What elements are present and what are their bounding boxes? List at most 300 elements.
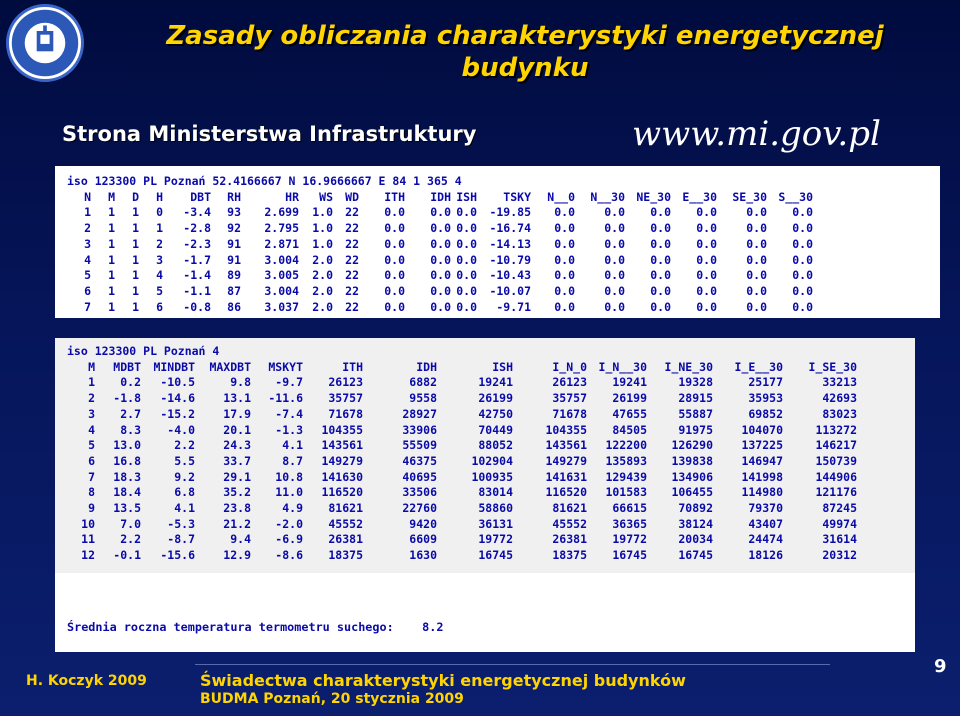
table-cell: 88052 bbox=[478, 438, 513, 453]
table-cell: 144906 bbox=[815, 469, 857, 484]
university-logo bbox=[6, 4, 84, 82]
table-cell: 89 bbox=[227, 268, 241, 283]
table-cell: 1 bbox=[108, 268, 115, 283]
table-cell: 0.0 bbox=[430, 236, 451, 251]
table-cell: 70449 bbox=[478, 422, 513, 437]
table-cell: 113272 bbox=[815, 422, 857, 437]
table-cell: 0.0 bbox=[604, 205, 625, 220]
table-cell: 2 bbox=[88, 391, 95, 406]
table-cell: -8.6 bbox=[275, 548, 303, 563]
table-cell: -15.6 bbox=[160, 548, 195, 563]
table-cell: 35.2 bbox=[223, 485, 251, 500]
table-cell: 0.0 bbox=[604, 221, 625, 236]
table-cell: 0.0 bbox=[650, 205, 671, 220]
table-cell: 42693 bbox=[822, 391, 857, 406]
table-cell: 35757 bbox=[552, 391, 587, 406]
table-cell: 3 bbox=[84, 236, 91, 251]
table-cell: 19772 bbox=[612, 532, 647, 547]
table-row bbox=[67, 470, 857, 486]
column-header: MSKYT bbox=[268, 359, 303, 374]
column-header: I_SE_30 bbox=[808, 359, 857, 374]
table-cell: 1.0 bbox=[312, 221, 333, 236]
table-cell: -11.6 bbox=[268, 391, 303, 406]
table-cell: 1 bbox=[108, 299, 115, 314]
column-header: D bbox=[132, 189, 139, 204]
table-cell: 2.0 bbox=[312, 299, 333, 314]
table-cell: 42750 bbox=[478, 406, 513, 421]
table-cell: 0.0 bbox=[554, 236, 575, 251]
ministry-url[interactable]: www.mi.gov.pl bbox=[632, 114, 881, 154]
table-cell: 22 bbox=[345, 236, 359, 251]
table-cell: 91975 bbox=[678, 422, 713, 437]
table-cell: 0.0 bbox=[430, 252, 451, 267]
table-cell: 36365 bbox=[612, 516, 647, 531]
table-cell: 0.0 bbox=[384, 236, 405, 251]
column-header: I_NE_30 bbox=[664, 359, 713, 374]
table-cell: -6.9 bbox=[275, 532, 303, 547]
table-cell: 0.0 bbox=[746, 236, 767, 251]
table-cell: 26199 bbox=[478, 391, 513, 406]
table-cell: 12.9 bbox=[223, 548, 251, 563]
table-cell: 116520 bbox=[545, 485, 587, 500]
column-header: N__0 bbox=[547, 189, 575, 204]
table-cell: 0.0 bbox=[792, 205, 813, 220]
table-row bbox=[67, 375, 857, 391]
table-cell: 0.0 bbox=[696, 252, 717, 267]
column-header: IDH bbox=[430, 189, 451, 204]
table-cell: -10.43 bbox=[489, 268, 531, 283]
table-cell: 0.0 bbox=[746, 268, 767, 283]
table-cell: 141630 bbox=[321, 469, 363, 484]
table-cell: 3.004 bbox=[264, 283, 299, 298]
table-cell: -10.5 bbox=[160, 375, 195, 390]
table-cell: 10.8 bbox=[275, 469, 303, 484]
table-cell: 0.0 bbox=[746, 252, 767, 267]
logo-seal-icon bbox=[9, 7, 81, 79]
table-cell: 0.0 bbox=[554, 221, 575, 236]
table-cell: 0.0 bbox=[746, 205, 767, 220]
table-cell: 91 bbox=[227, 252, 241, 267]
table-row bbox=[67, 517, 857, 533]
table-cell: 0.0 bbox=[384, 252, 405, 267]
table-cell: 1 bbox=[108, 283, 115, 298]
table-cell: 16745 bbox=[612, 548, 647, 563]
table-cell: -4.0 bbox=[167, 422, 195, 437]
table-cell: 2.7 bbox=[120, 406, 141, 421]
table-cell: 1 bbox=[132, 283, 139, 298]
table-cell: 143561 bbox=[321, 438, 363, 453]
table-cell: 149279 bbox=[545, 453, 587, 468]
table-cell: 149279 bbox=[321, 453, 363, 468]
table-cell: 2 bbox=[84, 221, 91, 236]
table-cell: 26381 bbox=[328, 532, 363, 547]
table-cell: 0.0 bbox=[604, 252, 625, 267]
table-cell: 146217 bbox=[815, 438, 857, 453]
column-header: N__30 bbox=[590, 189, 625, 204]
table-cell: 0.0 bbox=[384, 268, 405, 283]
table-cell: 3.037 bbox=[264, 299, 299, 314]
monthly-data-panel bbox=[55, 338, 915, 652]
table-cell: 18375 bbox=[552, 548, 587, 563]
table-cell: -7.4 bbox=[275, 406, 303, 421]
table-cell: 26123 bbox=[328, 375, 363, 390]
footer-author: H. Koczyk 2009 bbox=[26, 673, 147, 689]
column-header: I_N_0 bbox=[552, 359, 587, 374]
table-cell: 1 bbox=[156, 221, 163, 236]
table-cell: 18375 bbox=[328, 548, 363, 563]
column-header: MDBT bbox=[113, 359, 141, 374]
monthly-table-header: iso 123300 PL Poznań 4 bbox=[67, 344, 220, 358]
table-cell: 49974 bbox=[822, 516, 857, 531]
table-cell: 66615 bbox=[612, 501, 647, 516]
table-cell: 121176 bbox=[815, 485, 857, 500]
table-cell: 17.9 bbox=[223, 406, 251, 421]
table-cell: 1 bbox=[132, 236, 139, 251]
table-cell: 81621 bbox=[552, 501, 587, 516]
table-cell: 92 bbox=[227, 221, 241, 236]
table-cell: 19772 bbox=[478, 532, 513, 547]
table-cell: 2.699 bbox=[264, 205, 299, 220]
page-number: 9 bbox=[934, 656, 947, 677]
table-cell: 143561 bbox=[545, 438, 587, 453]
table-cell: 0.0 bbox=[604, 236, 625, 251]
table-cell: 71678 bbox=[328, 406, 363, 421]
slide-title: Zasady obliczania charakterystyki energetycznej budynku bbox=[166, 21, 884, 83]
column-header: ITH bbox=[342, 359, 363, 374]
table-cell: 0.0 bbox=[554, 205, 575, 220]
table-cell: 0.0 bbox=[696, 236, 717, 251]
table-cell: 0.0 bbox=[696, 221, 717, 236]
table-cell: 2.0 bbox=[312, 252, 333, 267]
table-cell: 0.0 bbox=[650, 252, 671, 267]
table-cell: 0.0 bbox=[792, 236, 813, 251]
table-cell: 28915 bbox=[678, 391, 713, 406]
table-cell: 0.0 bbox=[384, 221, 405, 236]
table-cell: 18.3 bbox=[113, 469, 141, 484]
table-cell: 0.0 bbox=[792, 299, 813, 314]
table-cell: 0.0 bbox=[604, 268, 625, 283]
table-cell: 22 bbox=[345, 299, 359, 314]
table-cell: 0.0 bbox=[696, 205, 717, 220]
summary-block bbox=[67, 587, 614, 652]
table-cell: 104070 bbox=[741, 422, 783, 437]
column-header: HR bbox=[285, 189, 299, 204]
table-cell: 0.0 bbox=[696, 283, 717, 298]
table-cell: 146947 bbox=[741, 453, 783, 468]
table-cell: 81621 bbox=[328, 501, 363, 516]
column-header: SE_30 bbox=[732, 189, 767, 204]
table-row bbox=[67, 548, 857, 564]
table-cell: 46375 bbox=[402, 453, 437, 468]
table-cell: 116520 bbox=[321, 485, 363, 500]
table-cell: 0.0 bbox=[384, 283, 405, 298]
table-cell: 7 bbox=[84, 299, 91, 314]
table-cell: 4 bbox=[156, 268, 163, 283]
table-cell: 1.0 bbox=[312, 236, 333, 251]
table-cell: 79370 bbox=[748, 501, 783, 516]
table-cell: 83023 bbox=[822, 406, 857, 421]
table-row bbox=[67, 221, 813, 237]
table-cell: 0.0 bbox=[456, 221, 477, 236]
table-cell: 21.2 bbox=[223, 516, 251, 531]
table-row bbox=[67, 532, 857, 548]
table-cell: 11.0 bbox=[275, 485, 303, 500]
table-cell: 55887 bbox=[678, 406, 713, 421]
column-header-row bbox=[67, 190, 813, 206]
table-cell: 38124 bbox=[678, 516, 713, 531]
column-header: I_E__30 bbox=[734, 359, 783, 374]
table-cell: 106455 bbox=[671, 485, 713, 500]
table-cell: 91 bbox=[227, 236, 241, 251]
column-header: NE_30 bbox=[636, 189, 671, 204]
table-cell: 40695 bbox=[402, 469, 437, 484]
table-cell: 2 bbox=[156, 236, 163, 251]
table-row bbox=[67, 237, 813, 253]
column-header: MINDBT bbox=[153, 359, 195, 374]
table-cell: 1 bbox=[108, 252, 115, 267]
table-cell: 2.0 bbox=[312, 283, 333, 298]
table-cell: 1 bbox=[108, 236, 115, 251]
table-cell: 0.0 bbox=[456, 299, 477, 314]
table-cell: 0.0 bbox=[792, 252, 813, 267]
table-cell: 58860 bbox=[478, 501, 513, 516]
table-cell: 19241 bbox=[478, 375, 513, 390]
column-header: E__30 bbox=[682, 189, 717, 204]
table-cell: 0.0 bbox=[430, 205, 451, 220]
table-cell: 26199 bbox=[612, 391, 647, 406]
table-cell: 3.004 bbox=[264, 252, 299, 267]
table-cell: 20034 bbox=[678, 532, 713, 547]
table-cell: 31614 bbox=[822, 532, 857, 547]
table-cell: 11 bbox=[81, 532, 95, 547]
table-cell: 16745 bbox=[678, 548, 713, 563]
table-row bbox=[67, 454, 857, 470]
table-row bbox=[67, 284, 813, 300]
table-cell: 35953 bbox=[748, 391, 783, 406]
table-cell: 18126 bbox=[748, 548, 783, 563]
table-cell: 18.4 bbox=[113, 485, 141, 500]
column-header: WD bbox=[345, 189, 359, 204]
table-cell: 101583 bbox=[605, 485, 647, 500]
table-cell: 1630 bbox=[409, 548, 437, 563]
table-cell: -19.85 bbox=[489, 205, 531, 220]
table-cell: 122200 bbox=[605, 438, 647, 453]
table-cell: 33.7 bbox=[223, 453, 251, 468]
table-cell: 70892 bbox=[678, 501, 713, 516]
table-cell: 0.0 bbox=[430, 268, 451, 283]
table-cell: 86 bbox=[227, 299, 241, 314]
column-header: M bbox=[88, 359, 95, 374]
table-cell: 45552 bbox=[552, 516, 587, 531]
table-cell: -16.74 bbox=[489, 221, 531, 236]
table-cell: 134906 bbox=[671, 469, 713, 484]
table-cell: 33213 bbox=[822, 375, 857, 390]
table-cell: 36131 bbox=[478, 516, 513, 531]
table-cell: 104355 bbox=[321, 422, 363, 437]
table-cell: 1 bbox=[132, 252, 139, 267]
table-cell: 0.0 bbox=[650, 236, 671, 251]
table-cell: 1 bbox=[132, 221, 139, 236]
table-cell: 102904 bbox=[471, 453, 513, 468]
column-header: WS bbox=[319, 189, 333, 204]
table-cell: 4.1 bbox=[282, 438, 303, 453]
table-cell: 0.0 bbox=[746, 221, 767, 236]
table-cell: 0.0 bbox=[554, 252, 575, 267]
table-cell: 104355 bbox=[545, 422, 587, 437]
table-cell: 9.4 bbox=[230, 532, 251, 547]
table-cell: 1.0 bbox=[312, 205, 333, 220]
table-cell: 141631 bbox=[545, 469, 587, 484]
table-cell: 4.9 bbox=[282, 501, 303, 516]
table-row bbox=[67, 205, 813, 221]
table-cell: 0.0 bbox=[456, 252, 477, 267]
column-header: IDH bbox=[416, 359, 437, 374]
table-row bbox=[67, 485, 857, 501]
table-cell: -1.7 bbox=[183, 252, 211, 267]
table-row bbox=[67, 268, 813, 284]
table-cell: 0.0 bbox=[696, 299, 717, 314]
table-cell: 87245 bbox=[822, 501, 857, 516]
table-cell: 7 bbox=[88, 469, 95, 484]
table-cell: 22 bbox=[345, 268, 359, 283]
table-cell: 12 bbox=[81, 548, 95, 563]
table-cell: 22 bbox=[345, 252, 359, 267]
table-cell: 84505 bbox=[612, 422, 647, 437]
table-cell: 26381 bbox=[552, 532, 587, 547]
table-cell: 9.2 bbox=[174, 469, 195, 484]
table-cell: 43407 bbox=[748, 516, 783, 531]
monthly-data-table bbox=[67, 344, 857, 564]
table-cell: 9420 bbox=[409, 516, 437, 531]
table-cell: -14.13 bbox=[489, 236, 531, 251]
table-cell: 135893 bbox=[605, 453, 647, 468]
table-cell: 24474 bbox=[748, 532, 783, 547]
table-cell: 69852 bbox=[748, 406, 783, 421]
table-cell: 45552 bbox=[328, 516, 363, 531]
footer-subtitle: BUDMA Poznań, 20 stycznia 2009 bbox=[200, 691, 464, 707]
table-cell: 5 bbox=[88, 438, 95, 453]
hourly-data-table bbox=[67, 174, 813, 315]
table-row bbox=[67, 501, 857, 517]
column-header: ISH bbox=[456, 189, 477, 204]
table-cell: 13.5 bbox=[113, 501, 141, 516]
table-cell: 6 bbox=[84, 283, 91, 298]
table-cell: -1.4 bbox=[183, 268, 211, 283]
table-cell: 141998 bbox=[741, 469, 783, 484]
table-cell: 0.0 bbox=[430, 299, 451, 314]
table-cell: 0.0 bbox=[384, 299, 405, 314]
table-cell: 19328 bbox=[678, 375, 713, 390]
table-cell: 5 bbox=[84, 268, 91, 283]
column-header: RH bbox=[227, 189, 241, 204]
table-cell: -10.07 bbox=[489, 283, 531, 298]
table-row bbox=[67, 300, 813, 316]
table-row bbox=[67, 438, 857, 454]
table-cell: 4 bbox=[84, 252, 91, 267]
table-cell: 0.0 bbox=[650, 221, 671, 236]
table-cell: 0.0 bbox=[696, 268, 717, 283]
table-cell: 83014 bbox=[478, 485, 513, 500]
table-cell: 33906 bbox=[402, 422, 437, 437]
table-cell: 9.8 bbox=[230, 375, 251, 390]
table-cell: 137225 bbox=[741, 438, 783, 453]
column-header: I_N__30 bbox=[598, 359, 647, 374]
hourly-table-header: iso 123300 PL Poznań 52.4166667 N 16.9666667 E 84 1 365 4 bbox=[67, 174, 462, 188]
table-cell: -9.71 bbox=[496, 299, 531, 314]
table-row bbox=[67, 407, 857, 423]
table-cell: 2.2 bbox=[174, 438, 195, 453]
column-header: ITH bbox=[384, 189, 405, 204]
table-cell: 22760 bbox=[402, 501, 437, 516]
table-cell: 150739 bbox=[815, 453, 857, 468]
table-cell: 0.0 bbox=[554, 299, 575, 314]
table-cell: 0.0 bbox=[456, 236, 477, 251]
table-cell: -2.8 bbox=[183, 221, 211, 236]
table-cell: 0.0 bbox=[650, 299, 671, 314]
table-cell: 1 bbox=[88, 375, 95, 390]
table-cell: 0.0 bbox=[456, 205, 477, 220]
table-cell: 5 bbox=[156, 283, 163, 298]
table-cell: 55509 bbox=[402, 438, 437, 453]
table-cell: 0.0 bbox=[456, 283, 477, 298]
table-cell: 29.1 bbox=[223, 469, 251, 484]
table-cell: 129439 bbox=[605, 469, 647, 484]
column-header: M bbox=[108, 189, 115, 204]
table-cell: 9558 bbox=[409, 391, 437, 406]
footer-divider bbox=[195, 664, 830, 665]
table-cell: 20312 bbox=[822, 548, 857, 563]
table-cell: 2.2 bbox=[120, 532, 141, 547]
table-cell: 6 bbox=[156, 299, 163, 314]
table-cell: -3.4 bbox=[183, 205, 211, 220]
table-cell: 0.2 bbox=[120, 375, 141, 390]
table-cell: 87 bbox=[227, 283, 241, 298]
table-cell: 114980 bbox=[741, 485, 783, 500]
table-cell: 0.0 bbox=[604, 283, 625, 298]
table-cell: 13.0 bbox=[113, 438, 141, 453]
table-cell: -8.7 bbox=[167, 532, 195, 547]
table-cell: 3 bbox=[88, 406, 95, 421]
table-cell: 1 bbox=[108, 221, 115, 236]
table-cell: 0.0 bbox=[792, 283, 813, 298]
table-cell: 13.1 bbox=[223, 391, 251, 406]
column-header: DBT bbox=[190, 189, 211, 204]
column-header: N bbox=[84, 189, 91, 204]
table-cell: -1.1 bbox=[183, 283, 211, 298]
table-row bbox=[67, 391, 857, 407]
table-cell: 2.0 bbox=[312, 268, 333, 283]
table-cell: 24.3 bbox=[223, 438, 251, 453]
table-cell: -14.6 bbox=[160, 391, 195, 406]
table-cell: 22 bbox=[345, 221, 359, 236]
column-header: TSKY bbox=[503, 189, 531, 204]
table-cell: 26123 bbox=[552, 375, 587, 390]
table-cell: 3 bbox=[156, 252, 163, 267]
table-cell: 93 bbox=[227, 205, 241, 220]
table-cell: 8.7 bbox=[282, 453, 303, 468]
table-cell: 1 bbox=[132, 299, 139, 314]
table-cell: -0.8 bbox=[183, 299, 211, 314]
table-cell: 22 bbox=[345, 283, 359, 298]
table-cell: 0.0 bbox=[430, 221, 451, 236]
table-cell: 0.0 bbox=[554, 268, 575, 283]
table-cell: 4 bbox=[88, 422, 95, 437]
table-cell: 22 bbox=[345, 205, 359, 220]
table-cell: -9.7 bbox=[275, 375, 303, 390]
table-cell: 0.0 bbox=[456, 268, 477, 283]
table-cell: -15.2 bbox=[160, 406, 195, 421]
table-cell: 0.0 bbox=[746, 299, 767, 314]
